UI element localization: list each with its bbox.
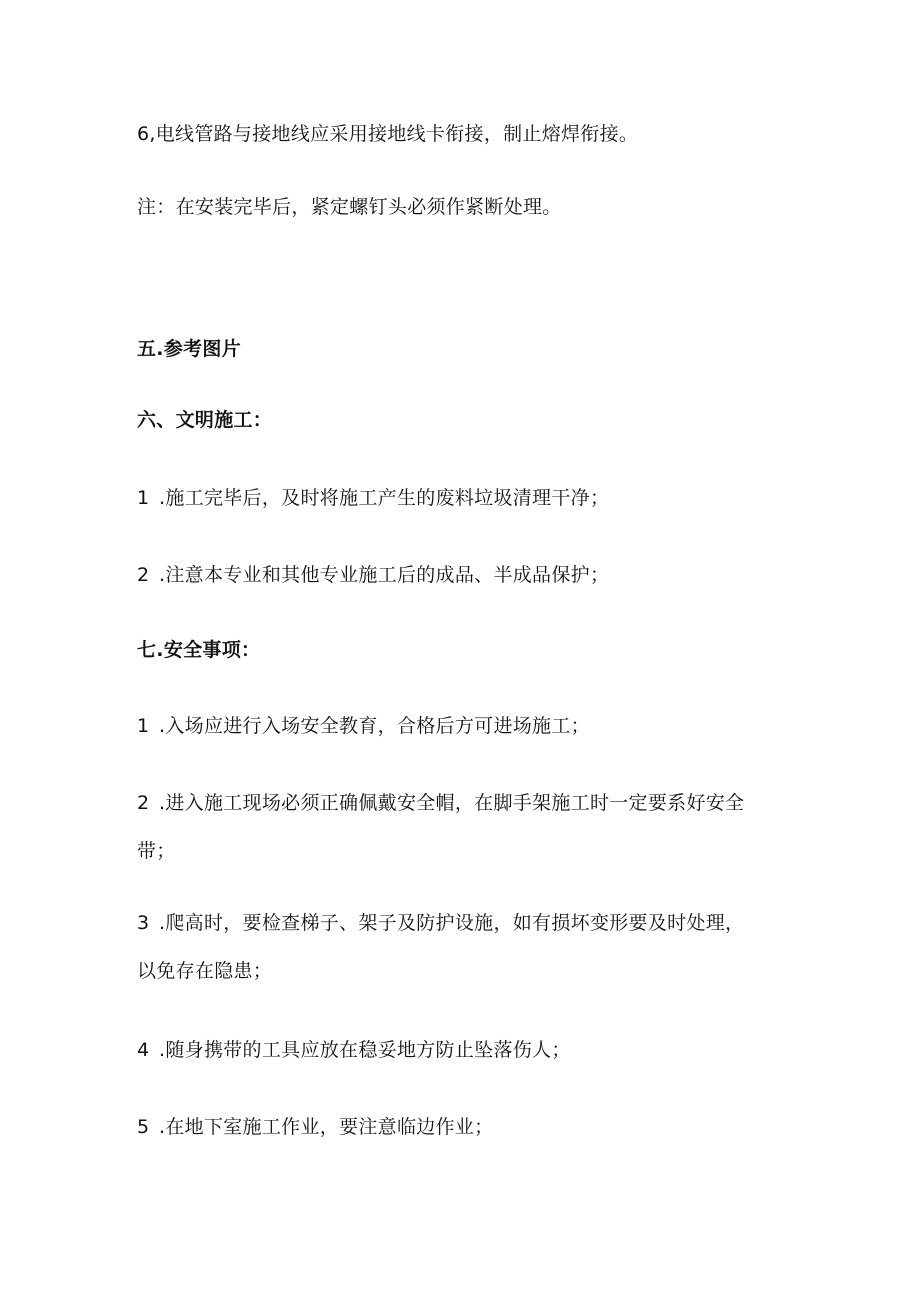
list-item-text: .注意本专业和其他专业施工后的成品、半成品保护； [159,564,610,586]
list-item-text: .施工完毕后，及时将施工产生的废料垃圾清理干净； [159,487,610,509]
list-item [137,486,609,510]
list-item-text: .进入施工现场必须正确佩戴安全帽，在脚手架施工时一定要系好安全 [159,792,745,814]
heading-section-5: 五.参考图片 [137,338,242,360]
paragraph-note: 注：在安装完毕后，紧定螺钉头必须作紧断处理。 [137,196,562,218]
list-item [137,1115,493,1139]
list-item [137,1038,571,1062]
list-item-number: 3 [137,912,150,934]
list-item-number: 4 [137,1039,150,1061]
list-item-text: .在地下室施工作业，要注意临边作业； [159,1116,494,1138]
list-item [137,911,744,935]
list-item-text: .随身携带的工具应放在稳妥地方防止坠落伤人； [159,1039,571,1061]
heading-section-6: 六、文明施工： [137,409,273,431]
list-item-text: .爬高时，要检查梯子、架子及防护设施，如有损坏变形要及时处理， [159,912,745,934]
list-item-number: 5 [137,1116,150,1138]
list-item-continuation: 带； [137,840,176,862]
paragraph-item-6: 6,电线管路与接地线应采用接地线卡衔接，制止熔焊衔接。 [137,123,639,145]
list-item [137,791,744,815]
list-item-number: 1 [137,715,150,737]
list-item-number: 2 [137,792,150,814]
list-item-number: 1 [137,487,150,509]
list-item [137,563,609,587]
list-item-continuation: 以免存在隐患； [137,960,273,982]
list-item [137,714,590,738]
list-item-number: 2 [137,564,150,586]
heading-section-7: 七.安全事项： [137,639,261,661]
list-item-text: .入场应进行入场安全教育，合格后方可进场施工； [159,715,590,737]
